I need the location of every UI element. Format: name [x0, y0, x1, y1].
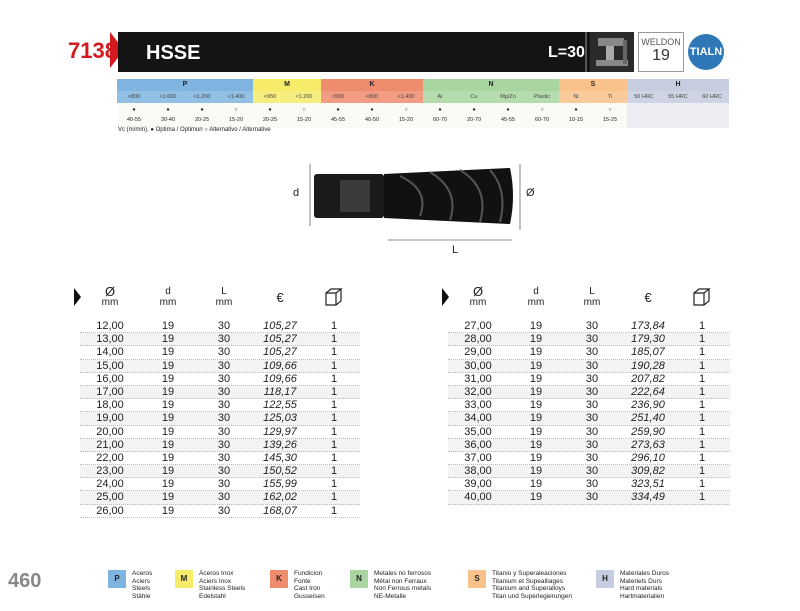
table-cell: 29,00 — [464, 346, 492, 359]
table-cell: 1 — [698, 412, 706, 425]
material-vc-cell — [695, 103, 729, 128]
legend-swatch-m: M — [175, 570, 193, 588]
table-cell: 30 — [217, 451, 231, 464]
material-vc-cell — [661, 103, 695, 128]
table-cell: 22,00 — [96, 451, 124, 464]
table-cell: 19 — [529, 451, 543, 464]
table-cell: 20,00 — [96, 425, 124, 438]
table-cell: 21,00 — [96, 438, 124, 451]
legend-swatch-s: S — [468, 570, 486, 588]
weldon-box — [638, 32, 684, 72]
table-cell: 1 — [330, 320, 338, 332]
table-cell: 13,00 — [96, 333, 124, 346]
legend-text: Aceros Aciers Steels Stähle — [132, 570, 153, 600]
table-row — [80, 505, 360, 518]
table-cell: 19 — [161, 333, 175, 346]
d-header: d mm — [159, 286, 177, 308]
table-cell: 273,63 — [631, 438, 665, 451]
material-sub-label: 55 HRC — [661, 91, 695, 103]
table-cell: 30 — [217, 372, 231, 385]
material-sub-label: Al — [423, 91, 457, 103]
table-cell: 30 — [217, 504, 231, 517]
material-vc-cell: ● 20-25 — [253, 103, 287, 128]
material-vc-cell: ○ 15-25 — [593, 103, 627, 128]
table-cell: 1 — [330, 491, 338, 504]
dim-length-label: L — [452, 244, 459, 256]
table-row — [448, 320, 730, 333]
legend-text: Titanio y Superaleaciones Titanium et Supealliages Titanium and Superalloys Titan und Superlegierungen — [492, 570, 572, 600]
table-cell: 30 — [217, 465, 231, 478]
table-cell: 19 — [529, 320, 543, 332]
table-cell: 109,66 — [263, 359, 297, 372]
material-group-m: M — [253, 79, 321, 91]
table-cell: 207,82 — [631, 372, 665, 385]
table-cell: 19 — [161, 320, 175, 332]
material-vc-cell: ● 10-15 — [559, 103, 593, 128]
table-row — [448, 452, 730, 465]
table-cell: 109,66 — [263, 372, 297, 385]
size-table-left — [80, 286, 360, 516]
legend-text: Materiales Duros Materiels Durs Hard materials Hartmaterialien — [620, 570, 670, 600]
title-divider — [585, 32, 587, 72]
table-cell: 19 — [161, 451, 175, 464]
table-cell: 296,10 — [631, 451, 665, 464]
material-group-k: K — [321, 79, 423, 91]
table-row — [80, 491, 360, 504]
table-cell: 30 — [585, 399, 599, 412]
material-sub-label: <800 — [117, 91, 151, 103]
table-cell: 23,00 — [96, 465, 124, 478]
table-row — [448, 360, 730, 373]
material-sub-label: <1.400 — [219, 91, 253, 103]
table-cell: 1 — [330, 438, 338, 451]
table-cell: 19 — [529, 372, 543, 385]
diam-header: Ø mm — [101, 284, 119, 308]
table-cell: 19 — [161, 438, 175, 451]
material-vc-cell: ● 45-55 — [321, 103, 355, 128]
material-group-n: N — [423, 79, 559, 91]
table-cell: 38,00 — [464, 465, 492, 478]
material-sub-label: <800 — [355, 91, 389, 103]
legend-swatch-n: N — [350, 570, 368, 588]
material-sub-label: <1.200 — [287, 91, 321, 103]
material-sub-label: Mg/Zn — [491, 91, 525, 103]
coating-badge: TIALN — [688, 34, 724, 70]
table-cell: 323,51 — [631, 478, 665, 491]
table-cell: 37,00 — [464, 451, 492, 464]
table-cell: 1 — [330, 372, 338, 385]
tool-drawing — [300, 160, 530, 250]
table-cell: 30 — [585, 359, 599, 372]
material-sub-label: 60 HRC — [695, 91, 729, 103]
table-cell: 19 — [161, 372, 175, 385]
material-group-s: S — [559, 79, 627, 91]
legend-text: Fundicion Fonte Cast Iron Gusseisen — [294, 570, 325, 600]
table-row — [448, 491, 730, 504]
table-cell: 19 — [161, 491, 175, 504]
table-cell: 179,30 — [631, 333, 665, 346]
table-row — [80, 452, 360, 465]
material-vc-cell: ○ 60-70 — [525, 103, 559, 128]
table-cell: 30 — [217, 333, 231, 346]
table-cell: 1 — [698, 425, 706, 438]
material-group-p: P — [117, 79, 253, 91]
table-cell: 30 — [585, 320, 599, 332]
table-cell: 1 — [698, 438, 706, 451]
table-cell: 1 — [698, 399, 706, 412]
table-cell: 27,00 — [464, 320, 492, 332]
table-cell: 32,00 — [464, 385, 492, 398]
table-cell: 19 — [529, 359, 543, 372]
table-cell: 30 — [217, 478, 231, 491]
table-row — [80, 439, 360, 452]
material-vc-cell: ● 20-70 — [457, 103, 491, 128]
material-vc-cell: ● 40-50 — [355, 103, 389, 128]
material-sub-label: <1.200 — [185, 91, 219, 103]
table-cell: 19 — [529, 399, 543, 412]
material-vc-cell: ○ 15-20 — [287, 103, 321, 128]
table-row — [448, 399, 730, 412]
material-sub-label: Plastic — [525, 91, 559, 103]
table-cell: 125,03 — [263, 412, 297, 425]
table-cell: 19 — [161, 478, 175, 491]
material-vc-cell: ● 60-70 — [423, 103, 457, 128]
table-cell: 162,02 — [263, 491, 297, 504]
table-cell: 1 — [698, 465, 706, 478]
table-cell: 1 — [330, 504, 338, 517]
price-header: € — [644, 290, 652, 305]
table-cell: 1 — [698, 451, 706, 464]
table-cell: 1 — [330, 359, 338, 372]
table-cell: 173,84 — [631, 320, 665, 332]
table-cell: 1 — [330, 385, 338, 398]
legend-swatch-h: H — [596, 570, 614, 588]
table-cell: 31,00 — [464, 372, 492, 385]
table-row — [80, 373, 360, 386]
table-cell: 19,00 — [96, 412, 124, 425]
table-row — [448, 333, 730, 346]
page-number: 460 — [8, 570, 42, 592]
table-cell: 251,40 — [631, 412, 665, 425]
table-cell: 19 — [529, 438, 543, 451]
table-cell: 155,99 — [263, 478, 297, 491]
table-cell: 222,64 — [631, 385, 665, 398]
dim-d-label: d — [293, 187, 300, 199]
table-cell: 105,27 — [263, 333, 297, 346]
table-cell: 30 — [217, 359, 231, 372]
table-row — [448, 346, 730, 359]
material-vc-cell: ● 45-55 — [491, 103, 525, 128]
table-row — [80, 360, 360, 373]
table-row — [448, 465, 730, 478]
material-sub-label: <1.400 — [389, 91, 423, 103]
table-row — [80, 465, 360, 478]
table-cell: 1 — [698, 491, 706, 504]
table-cell: 30 — [585, 346, 599, 359]
table-cell: 30,00 — [464, 359, 492, 372]
table-cell: 28,00 — [464, 333, 492, 346]
table-cell: 309,82 — [631, 465, 665, 478]
table-cell: 30 — [585, 438, 599, 451]
table-cell: 33,00 — [464, 399, 492, 412]
table-cell: 19 — [529, 465, 543, 478]
package-box-icon — [676, 286, 728, 311]
length-label: L=30 — [548, 44, 585, 61]
table-cell: 30 — [585, 465, 599, 478]
l-header: L mm — [215, 286, 233, 308]
table-row — [80, 478, 360, 491]
material-sub-label: Cu — [457, 91, 491, 103]
table-cell: 19 — [529, 491, 543, 504]
product-title: HSSE — [146, 42, 201, 64]
table-cell: 105,27 — [263, 346, 297, 359]
table-row — [448, 386, 730, 399]
table-cell: 1 — [330, 425, 338, 438]
material-vc-cell: ● 40-55 — [117, 103, 151, 128]
table-row — [448, 373, 730, 386]
table-cell: 19 — [161, 346, 175, 359]
diam-header: Ø mm — [469, 284, 487, 308]
material-sub-label: <500 — [321, 91, 355, 103]
table-cell: 122,55 — [263, 399, 297, 412]
table-cell: 236,90 — [631, 399, 665, 412]
legend-swatch-p: P — [108, 570, 126, 588]
table-cell: 1 — [330, 478, 338, 491]
table-cell: 17,00 — [96, 385, 124, 398]
table-cell: 39,00 — [464, 478, 492, 491]
table-cell: 1 — [330, 412, 338, 425]
table-cell: 1 — [698, 346, 706, 359]
table-cell: 19 — [529, 333, 543, 346]
table-cell: 30 — [217, 438, 231, 451]
vc-legend: Vc (m/min). ● Optima / Optimun ○ Alternativo / Alternative — [118, 127, 271, 133]
material-table — [117, 79, 729, 129]
table-cell: 30 — [217, 385, 231, 398]
table-cell: 19 — [161, 465, 175, 478]
table-cell: 139,26 — [263, 438, 297, 451]
table-cell: 30 — [217, 399, 231, 412]
table-cell: 30 — [585, 412, 599, 425]
table-cell: 30 — [585, 451, 599, 464]
table-cell: 19 — [161, 412, 175, 425]
table-cell: 145,30 — [263, 451, 297, 464]
legend-swatch-k: K — [270, 570, 288, 588]
catalog-code: 7138 — [68, 38, 117, 63]
material-vc-cell: ● 30-40 — [151, 103, 185, 128]
legend-text: Metales no ferrosos Métal non Ferraux Non Ferrous metals NE-Metalle — [374, 570, 432, 600]
table-cell: 1 — [698, 333, 706, 346]
drill-machine-icon — [590, 32, 634, 72]
table-cell: 19 — [529, 478, 543, 491]
material-sub-label: 50 HRC — [627, 91, 661, 103]
table-row — [448, 412, 730, 425]
price-header: € — [276, 290, 284, 305]
table-cell: 40,00 — [464, 491, 492, 504]
table-cell: 24,00 — [96, 478, 124, 491]
material-vc-cell: ● 20-25 — [185, 103, 219, 128]
l-header: L mm — [583, 286, 601, 308]
material-group-h: H — [627, 79, 729, 91]
table-cell: 185,07 — [631, 346, 665, 359]
table-cell: 1 — [330, 346, 338, 359]
dim-diameter-label: Ø — [526, 187, 535, 199]
table-cell: 19 — [529, 412, 543, 425]
table-cell: 14,00 — [96, 346, 124, 359]
table-row — [80, 399, 360, 412]
table-cell: 34,00 — [464, 412, 492, 425]
table-row — [80, 426, 360, 439]
table-cell: 30 — [217, 491, 231, 504]
table-cell: 118,17 — [263, 385, 297, 398]
table-cell: 16,00 — [96, 372, 124, 385]
table-cell: 18,00 — [96, 399, 124, 412]
table-cell: 19 — [529, 425, 543, 438]
d-header: d mm — [527, 286, 545, 308]
table-cell: 19 — [161, 359, 175, 372]
table-cell: 105,27 — [263, 320, 297, 332]
table-cell: 30 — [585, 491, 599, 504]
table-cell: 12,00 — [96, 320, 124, 332]
table-cell: 25,00 — [96, 491, 124, 504]
table-cell: 30 — [217, 346, 231, 359]
table-cell: 30 — [217, 412, 231, 425]
table-cell: 19 — [161, 385, 175, 398]
table-row — [448, 439, 730, 452]
table-row — [80, 412, 360, 425]
table-cell: 1 — [698, 385, 706, 398]
table-cell: 30 — [585, 425, 599, 438]
table-cell: 1 — [330, 399, 338, 412]
table-cell: 30 — [217, 320, 231, 332]
table-cell: 36,00 — [464, 438, 492, 451]
table-cell: 1 — [698, 372, 706, 385]
size-table-right — [448, 286, 730, 516]
legend-text: Aceros Inox Aciers Inox Stainless Steels Edelstahl — [199, 570, 246, 600]
table-cell: 129,97 — [263, 425, 297, 438]
table-cell: 1 — [330, 451, 338, 464]
material-vc-cell: ○ 15-20 — [219, 103, 253, 128]
table-cell: 190,28 — [631, 359, 665, 372]
table-cell: 15,00 — [96, 359, 124, 372]
table-cell: 1 — [698, 320, 706, 332]
table-cell: 334,49 — [631, 491, 665, 504]
table-cell: 19 — [161, 425, 175, 438]
table-row — [80, 333, 360, 346]
material-sub-label: <1.000 — [151, 91, 185, 103]
table-cell: 35,00 — [464, 425, 492, 438]
material-sub-label: Ni — [559, 91, 593, 103]
table-cell: 1 — [698, 478, 706, 491]
weldon-value: 19 — [652, 47, 670, 64]
table-row — [80, 346, 360, 359]
table-cell: 19 — [161, 504, 175, 517]
table-cell: 19 — [529, 346, 543, 359]
table-row — [448, 478, 730, 491]
table-cell: 1 — [330, 333, 338, 346]
table-cell: 1 — [698, 359, 706, 372]
package-box-icon — [308, 286, 360, 311]
table-cell: 30 — [585, 333, 599, 346]
material-sub-label: <950 — [253, 91, 287, 103]
material-vc-cell: ○ 15-20 — [389, 103, 423, 128]
weldon-label: WELDON — [641, 37, 681, 47]
table-cell: 259,90 — [631, 425, 665, 438]
table-cell: 30 — [217, 425, 231, 438]
table-cell: 19 — [161, 399, 175, 412]
table-cell: 168,07 — [263, 504, 297, 517]
material-sub-label: Ti — [593, 91, 627, 103]
table-row — [80, 320, 360, 333]
table-cell: 150,52 — [263, 465, 297, 478]
table-cell: 30 — [585, 478, 599, 491]
table-row — [448, 426, 730, 439]
table-cell: 30 — [585, 385, 599, 398]
table-cell: 19 — [529, 385, 543, 398]
table-cell: 30 — [585, 372, 599, 385]
table-cell: 1 — [330, 465, 338, 478]
table-row — [80, 386, 360, 399]
table-cell: 26,00 — [96, 504, 124, 517]
material-vc-cell — [627, 103, 661, 128]
